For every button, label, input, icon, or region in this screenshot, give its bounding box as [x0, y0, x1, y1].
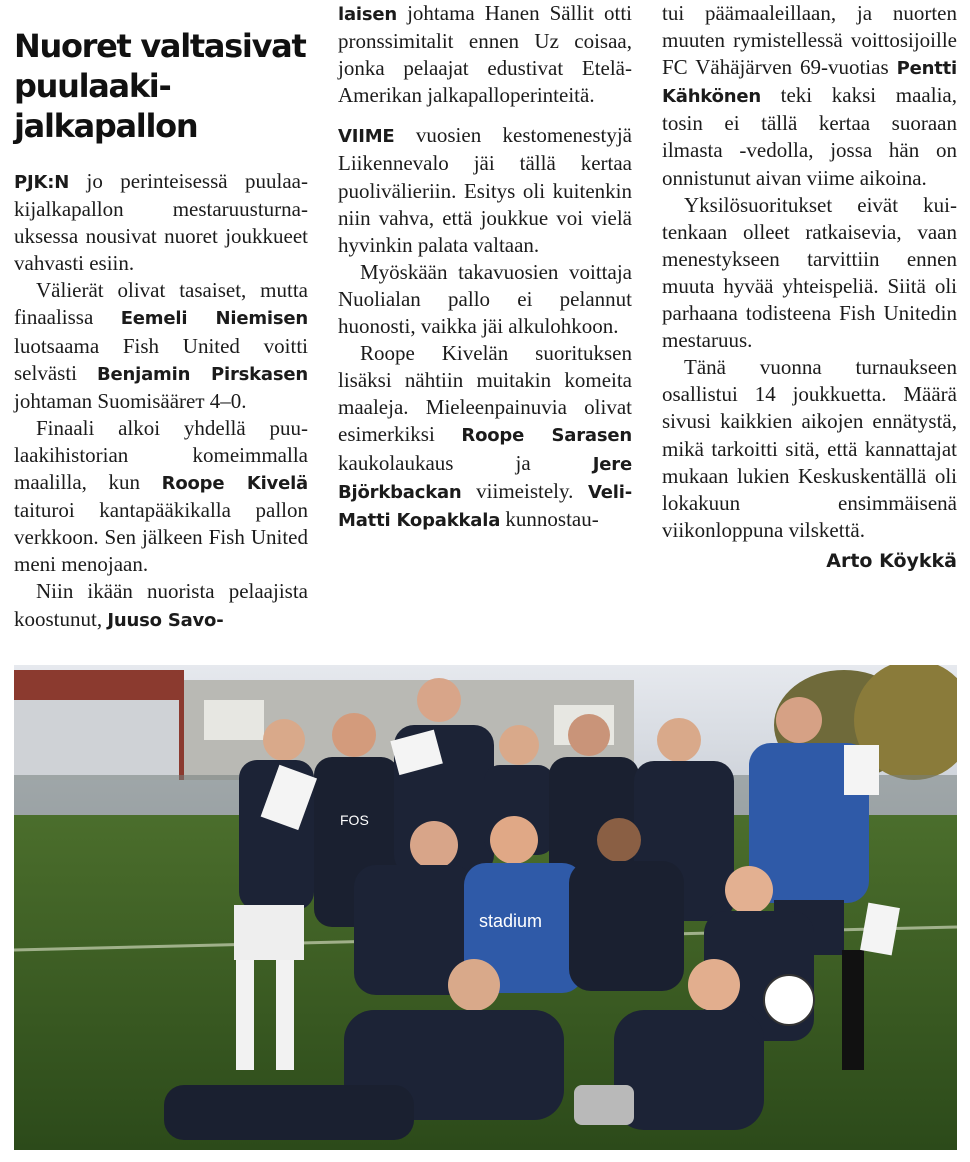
paragraph: Finaali alkoi yhdellä puulaakihistorian komeimmalla maalilla, kun Roope Kivelä taituroi kantapääkikalla pallon verkkoon. Sen jälkeen Fish United meni menojaan.: [14, 415, 308, 577]
building-facade: [14, 700, 179, 780]
headline-line-2: puulaaki-: [14, 67, 171, 105]
jersey-text: FOS: [340, 812, 369, 828]
team-photo-illustration: [14, 665, 957, 1150]
article-byline: Arto Köykkä: [826, 549, 957, 572]
paragraph: Välierät olivat tasaiset, mutta finaalissa Eemeli Niemisen luotsaama Fish United voitti selvästi Benjamin Pirskasen johtaman Suomisäärет 4–0.: [14, 278, 308, 413]
bold-name: Eemeli Niemisen: [120, 308, 308, 330]
paragraph: Myöskään takavuosien voittaja Nuolialan pallo ei pelannut huonosti, vaikka jäi alkulohkoon.: [338, 259, 632, 339]
paragraph: Roope Kivelän suorituksen lisäksi nähtiin muitakin komeita maaleja. Mieleenpainuvia olivat esimerkiksi Roope Sarasen kaukolaukaus ja Jere Björkbackan viimeistely. Veli-Matti Kopakkala kunnostau-: [338, 341, 632, 531]
column-1-body: [14, 168, 308, 634]
headline-line-3: jalkapallon: [14, 107, 198, 145]
paragraph: Niin ikään nuorista pelaajista koostunut, Juuso Savo-: [14, 579, 308, 631]
paragraph: Yksilösuoritukset eivät kuitenkaan olleet ratkaisevia, vaan menestykseen tarvittiin ennen muuta hyvää yhteispeliä. Siitä oli parhaana todisteena Fish Unitedin mestaruus.: [662, 192, 957, 353]
window: [204, 700, 264, 740]
article-headline: [14, 26, 308, 146]
bold-name: Juuso Savo-: [107, 609, 224, 631]
bold-name: VIIME: [338, 126, 395, 148]
bold-name: Benjamin Pirskasen: [96, 363, 308, 385]
bold-name: laisen: [338, 4, 398, 25]
article-column-3: [662, 0, 957, 575]
bold-name: Roope Sarasen: [461, 425, 632, 447]
bold-name: Roope Kivelä: [161, 473, 308, 495]
jersey-sponsor-text: stadium: [479, 911, 543, 931]
bold-name: Pentti Kähkönen: [662, 58, 957, 108]
headline-line-1: Nuoret valtasivat: [14, 27, 306, 65]
certificate-paper: [844, 745, 879, 795]
article-column-1: [14, 0, 308, 634]
paragraph: VIIME vuosien kestomenestyjä Liikennevalo jäi tällä kertaa puolivälieriin. Esitys oli kuitenkin niin vahva, että joukkue voi vielä hyvinkin palata valtaan.: [338, 123, 632, 257]
paragraph: Tänä vuonna turnaukseen osallistui 14 joukkuetta. Määrä sivusi kaikkien aikojen ennätystä, mikä tarkoitti sitä, että kannattajat mukaan lukien Keskuskentällä oli lokakuun ensimmäisenä viikonloppuna vilskettä.: [662, 355, 957, 542]
article-column-2: [338, 0, 632, 534]
trophy: [574, 1085, 634, 1125]
bold-name: PJK:N: [14, 172, 70, 193]
team-photo: [14, 665, 957, 1150]
paragraph: PJK:N jo perinteisessä puulaakijalkapallon mestaruusturnauksessa nousivat nuoret joukkueet vahvasti esiin.: [14, 169, 308, 276]
bold-name: Jere Björkbackan: [338, 453, 632, 503]
paragraph: laisen johtama Hanen Sällit otti pronssimitalit ennen Uz coisaa, jonka pelaajat edustivat Etelä-Amerikan jalkapalloperinteitä.: [338, 1, 632, 108]
bold-name: Veli-Matti Kopakkala: [338, 481, 632, 531]
paragraph: tui päämaaleillaan, ja nuorten muuten rymistellessä voittosijoille FC Vähäjärven 69-vuotias Pentti Kähkönen teki kaksi maalia, tosin ei tällä kertaa suoraan ilmasta -vedolla, jossa hän on onnistunut aivan viime aikoina.: [662, 1, 957, 190]
